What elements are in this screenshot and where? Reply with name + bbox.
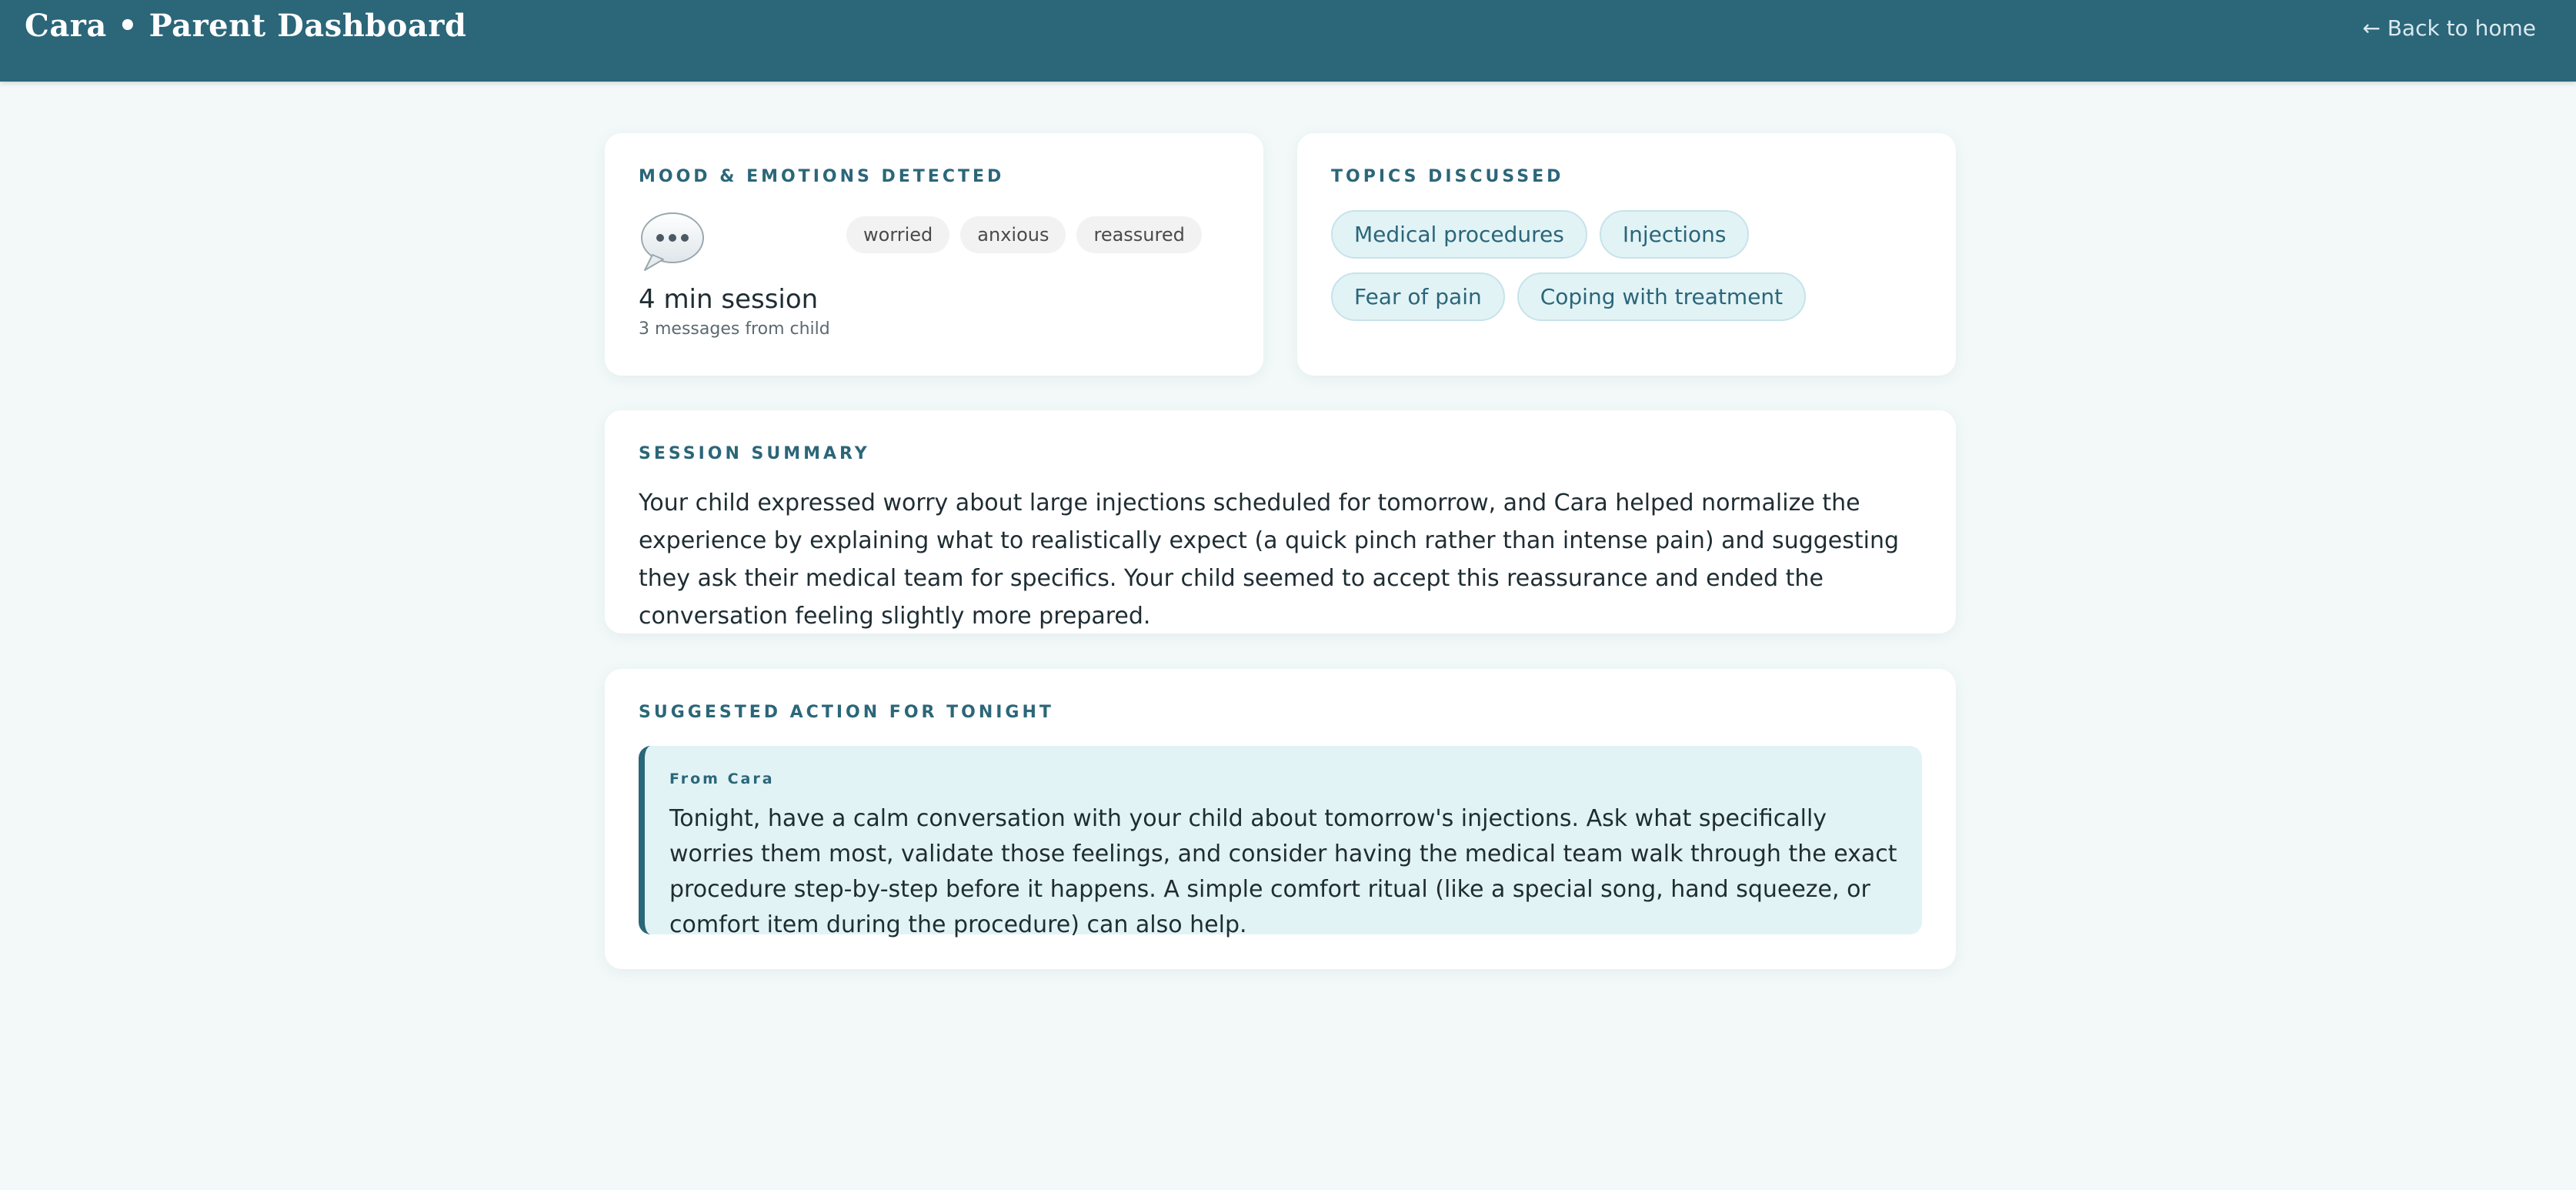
emotion-tags	[846, 216, 1202, 253]
topic-pill: Injections	[1600, 210, 1750, 259]
emotion-tag: anxious	[960, 216, 1066, 253]
speech-bubble-icon	[639, 210, 706, 272]
message-count: 3 messages from child	[639, 319, 830, 339]
app-title: Cara • Parent Dashboard	[25, 8, 467, 44]
suggestion-text: Tonight, have a calm conversation with your child about tomorrow's injections. Ask what specifically worries them most, validate those feelings, and consider having the medical team walk through the exact procedure step-by-step before it happens. A simple comfort ritual (like a special song, hand squeeze, or comfort item during the procedure) can also help.	[669, 805, 1897, 938]
suggested-action-card	[605, 669, 1956, 969]
summary-card	[605, 410, 1956, 633]
summary-text: Your child expressed worry about large injections scheduled for tomorrow, and Cara helped normalize the experience by explaining what to realistically expect (a quick pinch rather than intense pain) and suggesting they ask their medical team for specifics. Your child seemed to accept this reassurance and ended the conversation feeling slightly more prepared.	[639, 490, 1900, 630]
mood-section-label: MOOD & EMOTIONS DETECTED	[639, 167, 1005, 186]
topics-section-label: TOPICS DISCUSSED	[1331, 167, 1564, 186]
summary-section-label: SESSION SUMMARY	[639, 444, 870, 463]
emotion-tag: reassured	[1076, 216, 1201, 253]
topic-pill: Medical procedures	[1331, 210, 1587, 259]
topic-list	[1331, 210, 1931, 321]
topic-pill: Fear of pain	[1331, 272, 1505, 321]
from-cara-label: From Cara	[669, 770, 775, 787]
cara-suggestion-box	[639, 746, 1922, 938]
topics-card	[1297, 133, 1956, 376]
action-section-label: SUGGESTED ACTION FOR TONIGHT	[639, 703, 1054, 722]
back-to-home-link[interactable]: ← Back to home	[2362, 15, 2536, 41]
top-bar	[0, 0, 2576, 82]
session-length: 4 min session	[639, 284, 819, 315]
emotion-tag: worried	[846, 216, 949, 253]
mood-card	[605, 133, 1263, 376]
topic-pill: Coping with treatment	[1517, 272, 1806, 321]
